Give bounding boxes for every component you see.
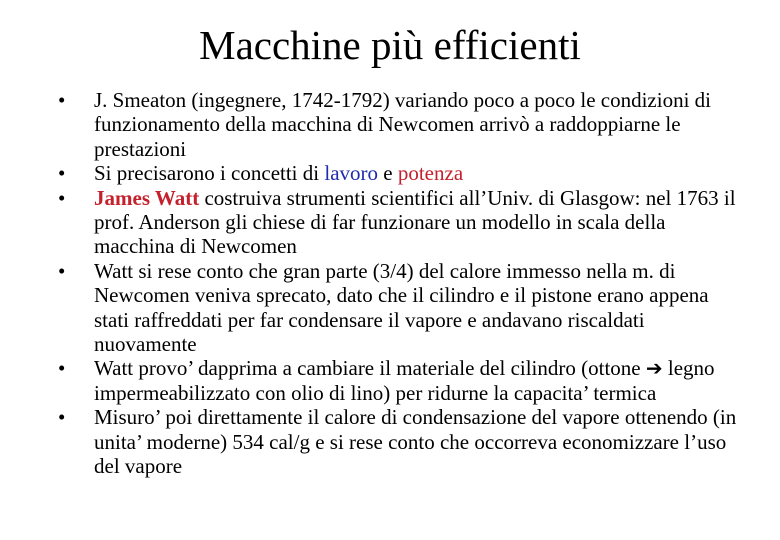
- bullet-text: costruiva strumenti scientifici all’Univ. di Glasgow: nel 1763 il prof. Anderson gli chiese di far funzionare un modello in scala della macchina di Newcomen: [94, 185, 736, 259]
- bullet-item-calore-sprecato: [58, 259, 748, 357]
- bullet-text: J. Smeaton (ingegnere, 1742-1792) variando poco a poco le condizioni di funzionamento della macchina di Newcomen arrivò a raddoppiarne le prestazioni: [94, 88, 711, 161]
- term-potenza: potenza: [397, 161, 464, 186]
- bullet-text: Si precisarono i concetti di: [94, 161, 325, 186]
- bullet-icon: •: [58, 405, 66, 430]
- bullet-item-smeaton: [58, 88, 748, 161]
- bullet-list: [58, 88, 748, 479]
- bullet-item-concetti: [58, 161, 748, 185]
- bullet-text: Misuro’ poi direttamente il calore di condensazione del vapore ottenendo (in unita’ moderne) 534 cal/g e si rese conto che occorreva economizzare l’uso del vapore: [94, 405, 737, 479]
- bullet-icon: •: [58, 185, 66, 210]
- bullet-text: Watt provo’ dapprima a cambiare il materiale del cilindro (ottone: [94, 356, 646, 381]
- bullet-text-continued: legno impermeabilizzato con olio di lino) per ridurne la capacita’ termica: [94, 356, 715, 405]
- bullet-item-materiale: [58, 356, 748, 405]
- name-james-watt: James Watt: [94, 185, 200, 210]
- bullet-icon: •: [58, 161, 66, 186]
- bullet-text: Watt si rese conto che gran parte (3/4) del calore immesso nella m. di Newcomen veniva sprecato, dato che il cilindro e il pistone erano appena stati raffreddati per far condensare il vapore e andavano riscaldati nuovamente: [94, 258, 709, 357]
- slide-title: Macchine più efficienti: [199, 22, 581, 68]
- bullet-icon: •: [58, 258, 66, 283]
- bullet-icon: •: [58, 88, 66, 112]
- bullet-item-condensazione: [58, 405, 748, 478]
- term-lavoro: lavoro: [324, 161, 379, 186]
- bullet-icon: •: [58, 356, 66, 381]
- bullet-item-watt-glasgow: [58, 186, 748, 259]
- arrow-right-icon: ➔: [645, 356, 663, 381]
- bullet-text-connector: e: [378, 161, 398, 186]
